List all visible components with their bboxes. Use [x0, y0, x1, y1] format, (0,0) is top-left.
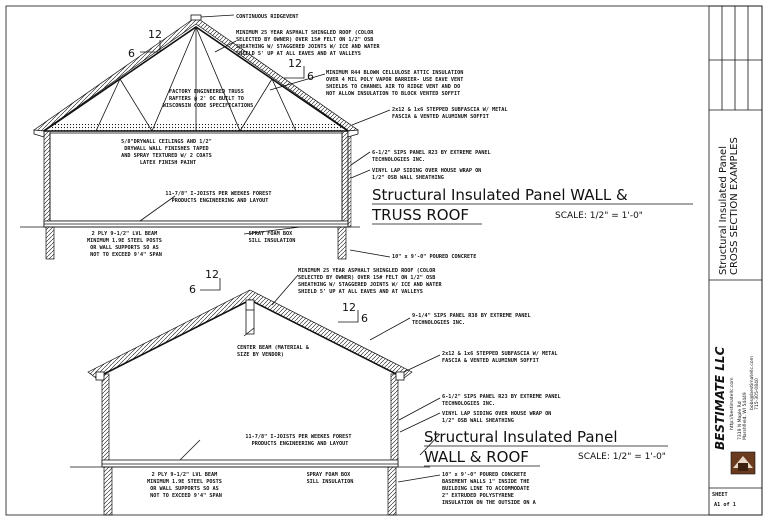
bottom-right-wall	[391, 374, 398, 466]
bottom-section-title: Structural Insulated Panel WALL & ROOF	[424, 428, 618, 466]
section-top	[20, 14, 693, 260]
top-pitch-symbol-right	[284, 57, 314, 83]
bottom-center-beam-note: CENTER BEAM (MATERIAL & SIZE BY VENDOR)	[237, 345, 309, 358]
bottom-pitch-right-rise: 12	[342, 301, 356, 314]
bottom-foam-note: SPRAY FOAM BOX SILL INSULATION	[306, 472, 354, 485]
bottom-section-scale: SCALE: 1/2" = 1'-0"	[578, 452, 666, 462]
revision-table	[709, 6, 762, 110]
bottom-pitch-symbol-left	[189, 268, 220, 296]
top-pitch-right-run: 6	[307, 70, 314, 83]
bottom-siding-note: VINYL LAP SIDING OVER HOUSE WRAP ON 1/2" OSB WALL SHEATHING	[442, 411, 552, 424]
sheet-title: Structural Insulated Panel CROSS SECTION EXAMPLES	[718, 137, 740, 275]
top-section-title: Structural Insulated Panel WALL & TRUSS ROOF	[372, 186, 628, 224]
top-attic-insulation	[50, 124, 342, 131]
bottom-roof-note: MINIMUM 25 YEAR ASPHALT SHINGLED ROOF (COLOR SELECTED BY OWNER) OVER 15# FELT ON 1/2" OSB SHEATHING W/ STAGGERED JOINTS W/ ICE AND WATER SHIELD 5' UP AT ALL EAVES AND AT VALLEYS	[298, 268, 442, 295]
company-address: 7319 N Maple Rd Marshfield, WI 54449	[738, 392, 748, 440]
bottom-pitch-right-run: 6	[361, 312, 368, 325]
top-sips-note: 6-1/2" SIPS PANEL R23 BY EXTREME PANEL TECHNOLOGIES INC.	[372, 150, 491, 163]
bottom-left-wall	[102, 374, 109, 466]
top-foam-note: SPRAY FOAM BOX SILL INSULATION	[248, 231, 296, 244]
top-ridge-vent	[191, 15, 201, 20]
top-fascia-note: 2x12 & 1x6 STEPPED SUBFASCIA W/ METAL FASCIA & VENTED ALUMINUM SOFFIT	[392, 107, 508, 120]
bottom-pitch-left-run: 6	[189, 283, 196, 296]
company-logo	[731, 452, 755, 474]
bottom-right-foundation	[388, 467, 396, 515]
bottom-fascia-note: 2x12 & 1x6 STEPPED SUBFASCIA W/ METAL FASCIA & VENTED ALUMINUM SOFFIT	[442, 351, 558, 364]
top-roof-note: MINIMUM 25 YEAR ASPHALT SHINGLED ROOF (COLOR SELECTED BY OWNER) OVER 15# FELT ON 1/2" OSB SHEATHING W/ STAGGERED JOINTS W/ ICE AND WATER SHIELD 5' UP AT ALL EAVES AND AT VALLEYS	[236, 30, 380, 57]
top-right-foundation	[338, 227, 346, 259]
top-pitch-left-rise: 12	[148, 28, 162, 41]
top-ridge-vent-note: CONTINUOUS RIDGEVENT	[236, 14, 299, 20]
bottom-pitch-symbol-right	[338, 301, 368, 325]
title-block	[709, 6, 762, 515]
top-drywall-note: 5/8"DRYWALL CEILINGS AND 1/2" DRYWALL WALL FINISHES TAPED AND SPRAY TEXTURED W/ 2 COATS LATEX FINISH PAINT	[121, 139, 212, 166]
bottom-beam-note: 2 PLY 9-1/2" LVL BEAM MINIMUM 1.9E STEEL POSTS OR WALL SUPPORTS SO AS NOT TO EXCEED 9'4" SPAN	[146, 472, 222, 499]
company-contact: bobs@bestimatellc.com 715-305-0840	[750, 356, 760, 410]
section-bottom	[70, 268, 668, 515]
company-site: http://bestimatellc.com	[730, 377, 735, 430]
bottom-sips-note: 6-1/2" SIPS PANEL R23 BY EXTREME PANEL TECHNOLOGIES INC.	[442, 394, 561, 407]
sheet-label: SHEET	[712, 492, 728, 498]
top-left-wall	[44, 131, 50, 227]
top-beam-note: 2 PLY 9-1/2" LVL BEAM MINIMUM 1.9E STEEL POSTS OR WALL SUPPORTS SO AS NOT TO EXCEED 9'4" SPAN	[86, 231, 162, 258]
top-pitch-left-run: 6	[128, 47, 135, 60]
top-section-scale: SCALE: 1/2" = 1'-0"	[555, 211, 643, 221]
top-right-wall	[342, 131, 348, 227]
top-left-foundation	[46, 227, 54, 259]
bottom-concrete-note: 10" x 9'-0" POURED CONCRETE BASEMENT WALLS 1" INSIDE THE BUILDING LINE TO ACCOMMODATE 2" EXTRUDED POLYSTYRENE INSULATION ON THE OUTSIDE ON A	[442, 472, 536, 506]
top-siding-note: VINYL LAP SIDING OVER HOUSE WRAP ON 1/2" OSB WALL SHEATHING	[372, 168, 482, 181]
bottom-joist-note: 11-7/8" I-JOISTS PER WEEKES FOREST PRODUCTS ENGINEERING AND LAYOUT	[245, 434, 352, 447]
top-pitch-right-rise: 12	[288, 57, 302, 70]
top-insulation-note: MINIMUM R44 BLOWN CELLULOSE ATTIC INSULATION OVER 4 MIL POLY VAPOR BARRIER- USE EAVE VENT SHIELDS TO CHANNEL AIR TO RIDGE VENT AND DO NOT ALLOW INSULATION TO BLOCK VENTED SOFFIT	[326, 70, 464, 97]
company-name: BESTIMATE LLC	[713, 346, 727, 450]
bottom-roof-sips-note: 9-1/4" SIPS PANEL R38 BY EXTREME PANEL TECHNOLOGIES INC.	[412, 313, 531, 326]
top-concrete-note: 10" x 9'-0" POURED CONCRETE	[392, 254, 477, 260]
bottom-pitch-left-rise: 12	[205, 268, 219, 281]
bottom-left-foundation	[104, 467, 112, 515]
top-truss-note: FACTORY ENGINEERED TRUSS RAFTERS @ 2' OC BUILT TO WISCONSIN CODE SPECIFICATIONS	[162, 89, 254, 109]
bottom-floor-system	[102, 460, 398, 467]
sheet-number: A1 of 1	[714, 502, 736, 508]
top-joist-note: 11-7/8" I-JOISTS PER WEEKES FOREST PRODUCTS ENGINEERING AND LAYOUT	[165, 191, 272, 204]
